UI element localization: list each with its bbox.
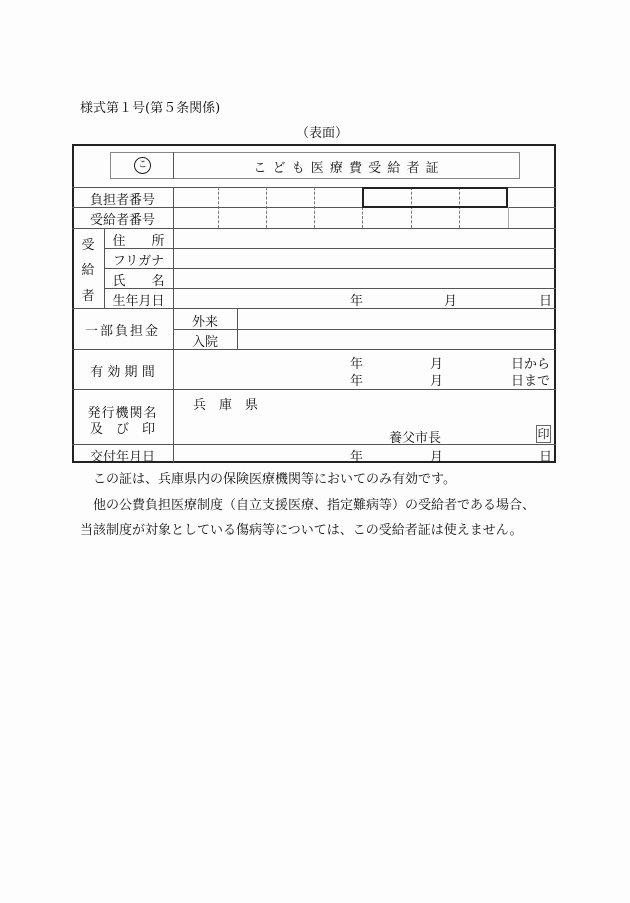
issue-day-unit: 日 <box>539 450 553 465</box>
form-number: 様式第１号(第５条関係) <box>80 101 221 116</box>
birth-month-unit: 月 <box>444 294 458 309</box>
valid-until-year: 年 <box>350 374 364 389</box>
circled-ko-icon: こ <box>134 157 151 174</box>
label-issuer-1: 発行機関名 <box>87 406 158 421</box>
valid-until-month: 月 <box>430 374 444 389</box>
payer-number-check-digits[interactable] <box>362 187 508 208</box>
note-2: 他の公費負担医療制度（自立支援医療、指定難病等）の受給者である場合、 <box>93 498 536 513</box>
note-1: この証は、兵庫県内の保険医療機関等においてのみ有効です。 <box>93 472 456 487</box>
label-recipient-number: 受給者番号 <box>89 213 155 228</box>
label-issue-date: 交付年月日 <box>89 450 155 465</box>
issue-month-unit: 月 <box>430 450 444 465</box>
label-recipient-2: 給 <box>81 263 95 278</box>
label-name: 氏 名 <box>112 274 165 289</box>
label-inpatient: 入院 <box>191 335 218 350</box>
label-address: 住 所 <box>112 234 165 249</box>
label-payer-number: 負担者番号 <box>89 193 155 208</box>
valid-from-month: 月 <box>430 357 444 372</box>
label-issuer-2: 及 び 印 <box>89 422 155 437</box>
certificate-title: こ ど も 医 療 費 受 給 者 証 <box>253 161 440 176</box>
birth-day-unit: 日 <box>539 294 553 309</box>
valid-until-day: 日まで <box>511 374 551 389</box>
valid-from-day: 日から <box>511 357 551 372</box>
label-recipient-3: 者 <box>81 289 95 304</box>
label-outpatient: 外来 <box>191 315 218 330</box>
birth-year-unit: 年 <box>350 294 364 309</box>
seal-mark: 印 <box>537 427 550 441</box>
note-3: 当該制度が対象としている傷病等については、この受給者証は使えません。 <box>80 523 523 538</box>
issue-year-unit: 年 <box>350 450 364 465</box>
issuer-prefecture: 兵 庫 県 <box>193 398 259 413</box>
label-validity: 有 効 期 間 <box>90 365 155 380</box>
label-copay: 一部負担金 <box>84 324 160 339</box>
label-birthdate: 生年月日 <box>112 294 165 309</box>
valid-from-year: 年 <box>350 357 364 372</box>
issuer-mayor: 養父市長 <box>389 431 442 446</box>
label-recipient-1: 受 <box>81 238 95 253</box>
label-furigana: フリガナ <box>112 254 165 269</box>
side-label: （表面） <box>296 126 349 141</box>
